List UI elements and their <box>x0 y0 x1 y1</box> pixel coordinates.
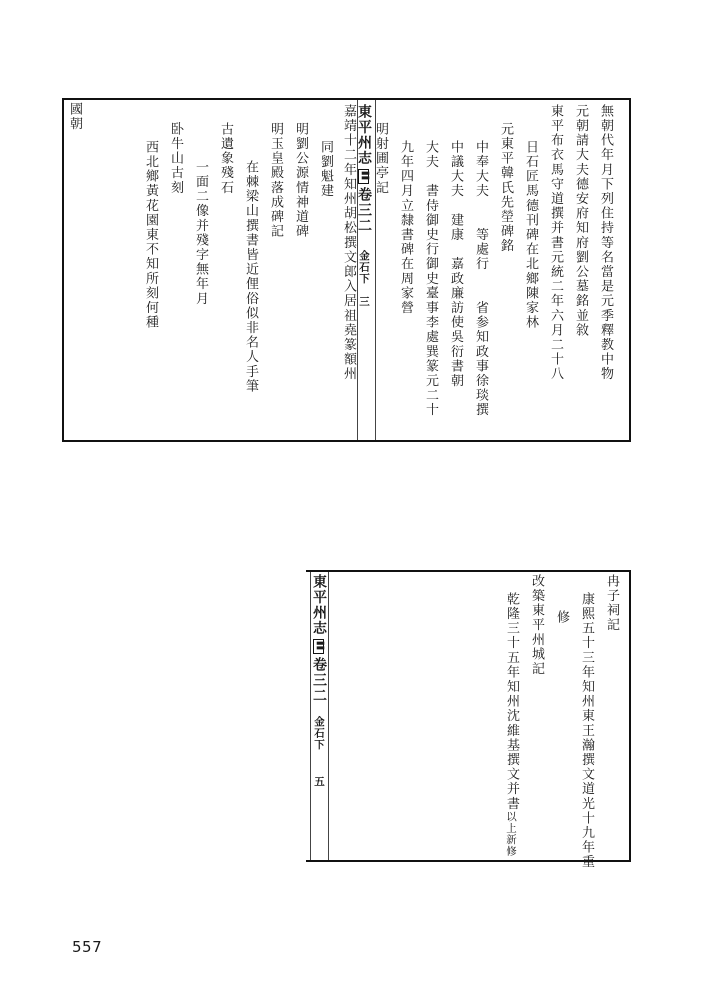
text-column-19: 卧牛山古刻 <box>168 122 183 195</box>
lower-fishtail-mark: 〓 <box>314 641 324 653</box>
lower-gutter-rule-right <box>328 572 329 860</box>
text-column-1: 無朝代年月下列住持等名當是元季釋教中物 <box>598 104 613 382</box>
lower-gutter-volume: 卷三二 <box>311 657 327 704</box>
lower-gutter-section: 金石下 <box>313 715 325 751</box>
text-column-14: 明劉公源情神道碑 <box>293 122 308 239</box>
lower-page-right-edge <box>629 570 631 862</box>
upper-page-frame <box>62 98 631 442</box>
lower-annotation-note: 以上新修 <box>505 811 517 857</box>
lower-gutter-title <box>311 574 327 788</box>
lower-text-column-5 <box>503 592 519 857</box>
text-column-3: 東平布衣馬守道撰并書元統二年六月二十八 <box>548 104 563 382</box>
page-number: 557 <box>72 938 103 956</box>
text-column-17: 古遺象殘石 <box>218 122 233 195</box>
lower-text-column-1: 冉子祠記 <box>604 574 619 633</box>
upper-page-right-edge <box>629 98 631 442</box>
text-column-8: 大夫 書侍御史行御史臺事李處巽篆元二十 <box>423 140 438 418</box>
text-column-9: 九年四月立隸書碑在周家營 <box>398 140 413 316</box>
upper-page-left-edge <box>62 98 64 442</box>
text-column-10: 明射圃亭記 <box>373 122 388 195</box>
text-column-5: 元東平韓氏先塋碑銘 <box>498 122 513 254</box>
text-column-16: 在棘梁山撰書皆近俚俗似非名人手筆 <box>243 160 258 394</box>
lower-text-column-5-text: 乾隆三十五年知州沈維基撰文并書 <box>504 592 519 811</box>
upper-gutter-title <box>356 104 372 308</box>
text-column-13: 同劉魁建 <box>318 140 333 199</box>
lower-text-column-3: 修 <box>554 610 569 625</box>
text-column-15: 明玉皇殿落成碑記 <box>268 122 283 239</box>
upper-gutter-leaf: 三 <box>358 296 370 308</box>
lower-page-frame <box>306 570 631 870</box>
upper-gutter-title-text: 東平州志 <box>356 104 372 167</box>
lower-text-column-2: 康熙五十三年知州東王瀚撰文道光十九年重 <box>579 592 594 870</box>
lower-gutter-title-text: 東平州志 <box>311 574 327 637</box>
lower-gutter-leaf: 五 <box>313 776 325 788</box>
text-column-18: 一面二像并殘字無年月 <box>193 160 208 306</box>
upper-gutter-volume: 卷三二 <box>356 187 372 234</box>
upper-gutter-section: 金石下 <box>358 249 370 285</box>
text-column-11: 嘉靖十二年知州胡松撰文郎入居祖堯篆額州 <box>341 104 356 382</box>
text-column-4: 日石匠馬德刊碑在北鄉陳家林 <box>523 140 538 330</box>
text-column-21: 國朝 <box>67 102 82 132</box>
text-column-20: 西北鄉黃花園東不知所刻何種 <box>143 140 158 330</box>
text-column-7: 中議大夫 建康 嘉政廉訪使吳衍書朝 <box>448 140 463 389</box>
upper-fishtail-mark: 〓 <box>359 171 369 183</box>
text-column-2: 元朝請大夫德安府知府劉公墓銘並敘 <box>573 104 588 338</box>
lower-text-column-4: 改築東平州城記 <box>529 574 544 677</box>
text-column-6: 中奉大夫 等處行 省参知政事徐琰撰 <box>473 140 488 418</box>
